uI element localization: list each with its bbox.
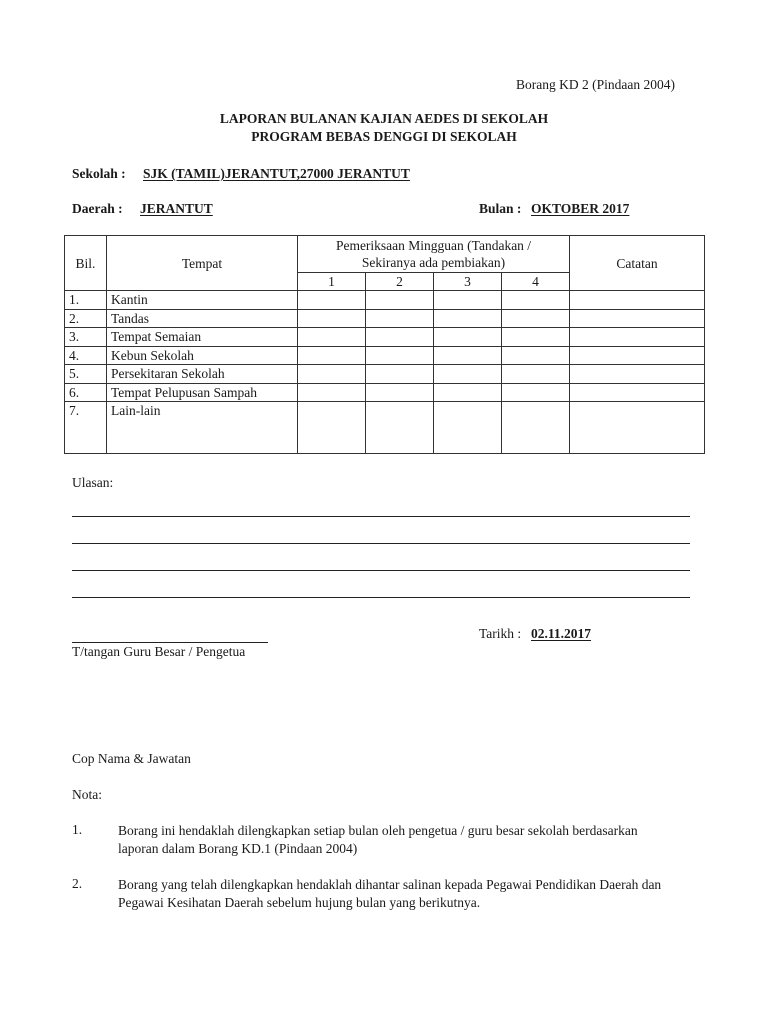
row-bil: 2. (65, 309, 107, 328)
header-week-1: 1 (298, 273, 366, 291)
week-cell[interactable] (434, 383, 502, 402)
row-bil: 4. (65, 346, 107, 365)
catatan-cell[interactable] (570, 346, 705, 365)
catatan-cell[interactable] (570, 328, 705, 347)
header-week-3: 3 (434, 273, 502, 291)
week-cell[interactable] (434, 365, 502, 384)
week-cell[interactable] (366, 402, 434, 454)
header-week-4: 4 (502, 273, 570, 291)
week-cell[interactable] (366, 383, 434, 402)
sekolah-value: SJK (TAMIL)JERANTUT,27000 JERANTUT (143, 166, 410, 181)
week-cell[interactable] (298, 402, 366, 454)
week-cell[interactable] (434, 291, 502, 310)
week-cell[interactable] (298, 346, 366, 365)
tarikh-label: Tarikh : (479, 626, 522, 641)
week-cell[interactable] (298, 383, 366, 402)
note-text: Borang ini hendaklah dilengkapkan setiap bulan oleh pengetua / guru besar sekolah berdasarkan laporan dalam Borang KD.1 (Pindaan 2004) (118, 823, 638, 856)
week-cell[interactable] (298, 309, 366, 328)
table-row (65, 346, 705, 365)
header-catatan: Catatan (570, 236, 705, 291)
row-bil: 7. (65, 402, 107, 454)
survey-table (64, 235, 705, 454)
row-bil: 3. (65, 328, 107, 347)
ulasan-line[interactable] (72, 516, 690, 517)
week-cell[interactable] (298, 365, 366, 384)
week-cell[interactable] (502, 365, 570, 384)
week-cell[interactable] (502, 383, 570, 402)
table-row (65, 291, 705, 310)
row-tempat: Tempat Pelupusan Sampah (107, 383, 298, 402)
catatan-cell[interactable] (570, 291, 705, 310)
week-cell[interactable] (434, 309, 502, 328)
note-text: Borang yang telah dilengkapkan hendaklah dihantar salinan kepada Pegawai Pendidikan Daerah dan Pegawai Kesihatan Daerah sebelum hujung bulan yang berikutnya. (118, 877, 662, 910)
bulan-value: OKTOBER 2017 (531, 201, 630, 216)
week-cell[interactable] (502, 309, 570, 328)
ulasan-line[interactable] (72, 570, 690, 571)
week-cell[interactable] (366, 309, 434, 328)
catatan-cell[interactable] (570, 383, 705, 402)
row-tempat: Tandas (107, 309, 298, 328)
row-tempat: Kebun Sekolah (107, 346, 298, 365)
week-cell[interactable] (502, 402, 570, 454)
daerah-label: Daerah : (72, 201, 123, 216)
week-cell[interactable] (366, 346, 434, 365)
catatan-cell[interactable] (570, 402, 705, 454)
row-bil: 6. (65, 383, 107, 402)
daerah-value: JERANTUT (140, 201, 213, 216)
table-row (65, 402, 705, 454)
week-cell[interactable] (366, 328, 434, 347)
row-tempat: Persekitaran Sekolah (107, 365, 298, 384)
form-code: Borang KD 2 (Pindaan 2004) (516, 77, 675, 92)
week-cell[interactable] (298, 291, 366, 310)
row-tempat: Kantin (107, 291, 298, 310)
week-cell[interactable] (434, 328, 502, 347)
week-cell[interactable] (366, 365, 434, 384)
header-tempat: Tempat (107, 236, 298, 291)
table-row (65, 383, 705, 402)
catatan-cell[interactable] (570, 309, 705, 328)
page-subtitle: PROGRAM BEBAS DENGGI DI SEKOLAH (251, 129, 517, 144)
cop-label: Cop Nama & Jawatan (72, 751, 191, 766)
note-number: 1. (72, 822, 83, 837)
ulasan-line[interactable] (72, 597, 690, 598)
week-cell[interactable] (502, 291, 570, 310)
row-bil: 1. (65, 291, 107, 310)
header-bil: Bil. (65, 236, 107, 291)
note-number: 2. (72, 876, 83, 891)
signature-line[interactable] (72, 642, 268, 643)
nota-label: Nota: (72, 787, 102, 802)
catatan-cell[interactable] (570, 365, 705, 384)
ulasan-label: Ulasan: (72, 475, 114, 490)
header-week-2: 2 (366, 273, 434, 291)
row-bil: 5. (65, 365, 107, 384)
tarikh-value: 02.11.2017 (531, 626, 592, 641)
row-tempat: Tempat Semaian (107, 328, 298, 347)
week-cell[interactable] (366, 291, 434, 310)
signature-label: T/tangan Guru Besar / Pengetua (72, 644, 246, 659)
row-tempat: Lain-lain (107, 402, 298, 454)
bulan-label: Bulan : (479, 201, 522, 216)
ulasan-line[interactable] (72, 543, 690, 544)
table-row (65, 309, 705, 328)
table-row (65, 328, 705, 347)
week-cell[interactable] (298, 328, 366, 347)
week-cell[interactable] (502, 346, 570, 365)
week-cell[interactable] (434, 346, 502, 365)
sekolah-label: Sekolah : (72, 166, 126, 181)
table-row (65, 365, 705, 384)
header-pemeriksaan: Pemeriksaan Mingguan (Tandakan / Sekiranya ada pembiakan) (298, 236, 570, 273)
page-title: LAPORAN BULANAN KAJIAN AEDES DI SEKOLAH (219, 111, 549, 126)
week-cell[interactable] (502, 328, 570, 347)
week-cell[interactable] (434, 402, 502, 454)
